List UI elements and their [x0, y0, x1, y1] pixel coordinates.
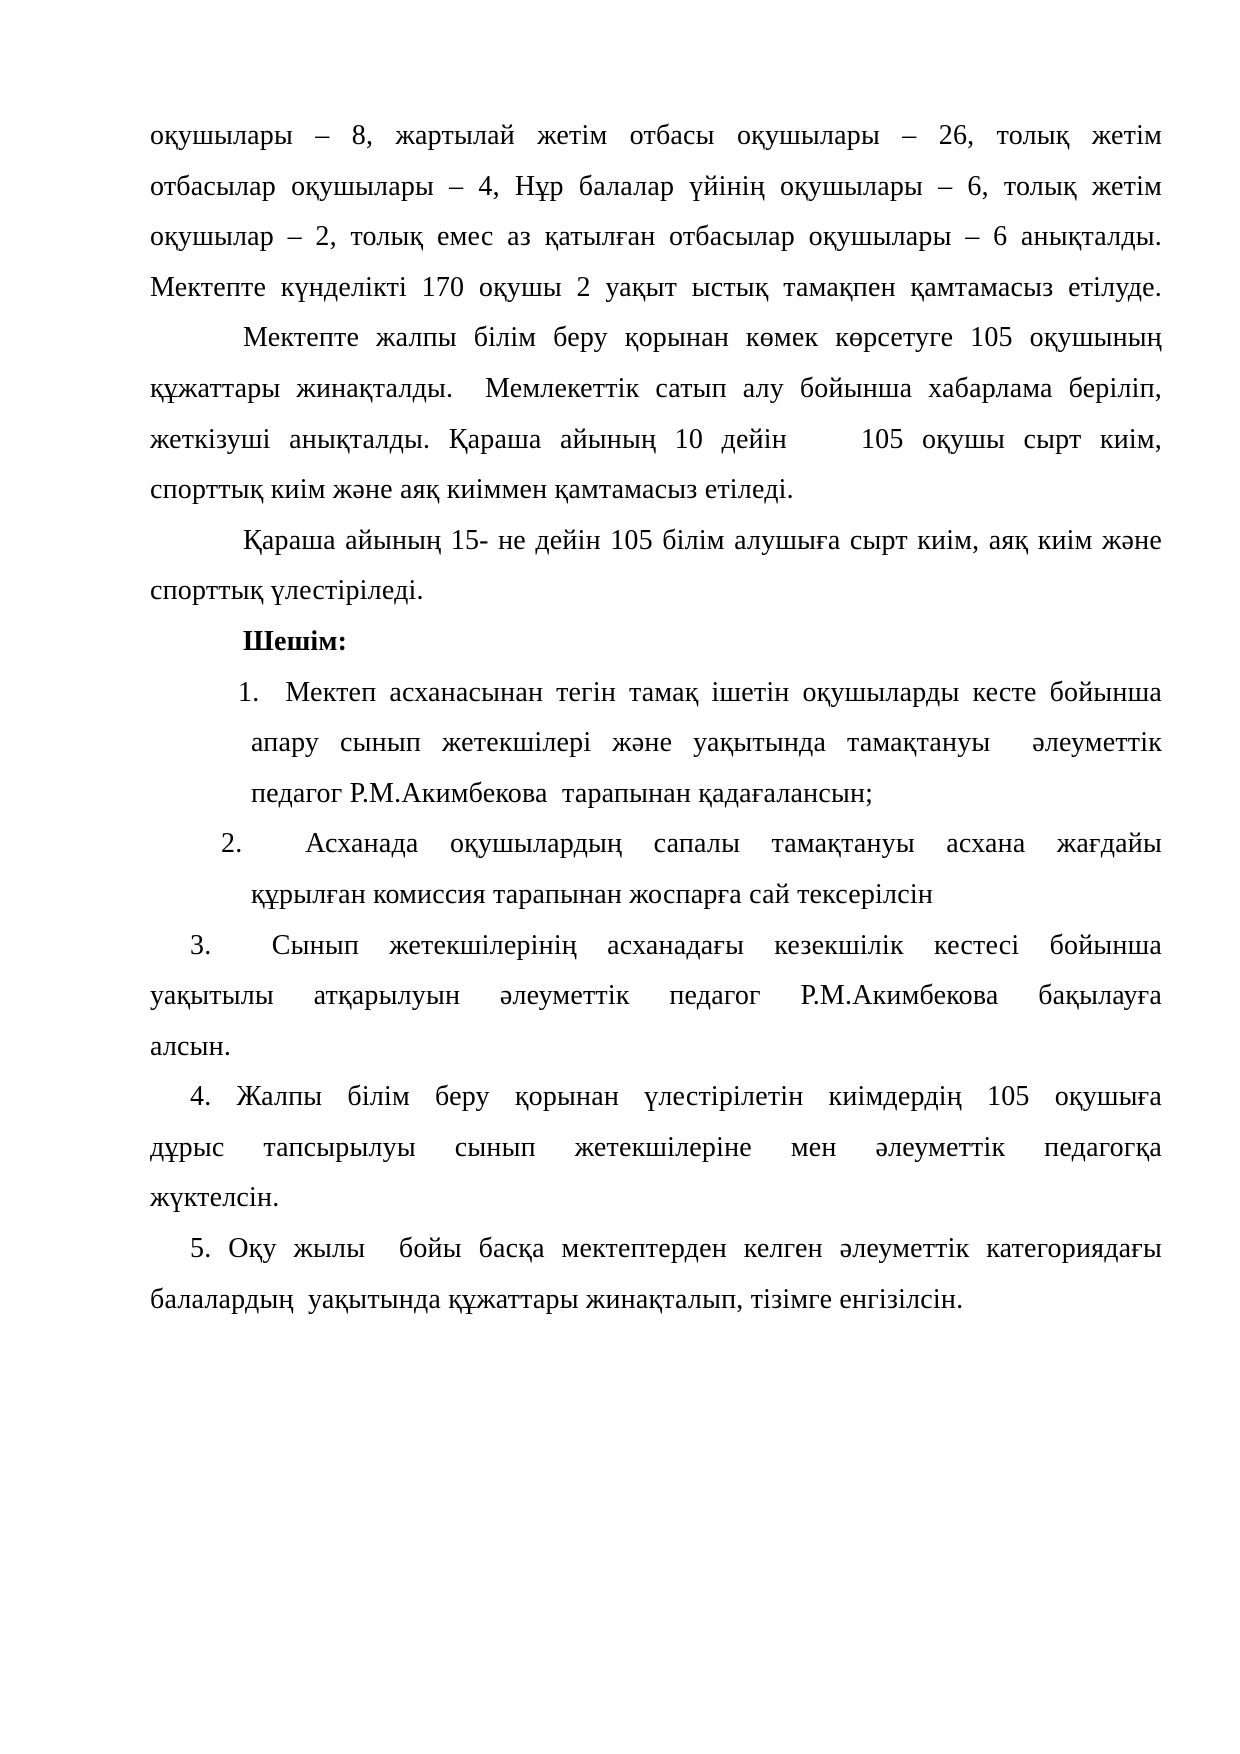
list-item-5 [150, 1224, 1162, 1325]
text-line: оқушылары – 8, жартылай жетім отбасы оқушылары – 26, толық жетім [150, 120, 1162, 151]
text-line: Қараша айының 15- не дейін 105 білім алушыға сырт киім, аяқ киім және [243, 524, 1162, 556]
text-line: алсын. [150, 1030, 232, 1062]
list-item-2 [150, 819, 1162, 920]
text-line: отбасылар оқушылары – 4, Нұр балалар үйінің оқушылары – 6, толық жетім [150, 170, 1162, 202]
text-line: 3. Сынып жетекшілерінің асханадағы кезекшілік кестесі бойынша [190, 929, 1162, 961]
text-line: жүктелсін. [150, 1182, 280, 1214]
text-line: оқушылар – 2, толық емес аз қатылған отбасылар оқушылары – 6 анықталды. [150, 221, 1162, 253]
list-item-3 [150, 921, 1162, 1073]
paragraph-1 [150, 111, 1162, 313]
list-item-4 [150, 1072, 1162, 1224]
text-line: апару сынып жетекшілері және уақытында тамақтануы әлеуметтік [251, 727, 1162, 759]
text-line: спорттық киім және аяқ киіммен қамтамасыз етіледі. [150, 474, 794, 506]
text-line: дұрыс тапсырылуы сынып жетекшілеріне мен әлеуметтік педагогқа [150, 1131, 1162, 1163]
document-text [150, 111, 1162, 1325]
text-line: педагог Р.М.Акимбекова тарапынан қадағалансын; [251, 777, 874, 809]
text-line: спорттық үлестіріледі. [150, 575, 424, 607]
text-line: құжаттары жинақталды. Мемлекеттік сатып алу бойынша хабарлама беріліп, [150, 372, 1162, 404]
text-line: құрылған комиссия тарапынан жоспарға сай тексерілсін [251, 878, 934, 910]
paragraph-2 [150, 313, 1162, 515]
text-line: 2. Асханада оқушылардың сапалы тамақтануы асхана жағдайы [221, 828, 1162, 860]
text-line: уақытылы атқарылуын әлеуметтік педагог Р.М.Акимбекова бақылауға [150, 980, 1162, 1012]
text-line: 1. Мектеп асханасынан тегін тамақ ішетін оқушыларды кесте бойынша [238, 676, 1162, 708]
text-line: 5. Оқу жылы бойы басқа мектептерден келген әлеуметтік категориядағы [190, 1233, 1162, 1265]
text-line: балалардың уақытында құжаттары жинақталып, тізімге енгізілсін. [150, 1283, 964, 1315]
decision-heading: Шешім: [243, 625, 348, 657]
text-line: 4. Жалпы білім беру қорынан үлестірілетін киімдердің 105 оқушыға [190, 1081, 1162, 1113]
list-item-1 [150, 668, 1162, 820]
text-line: Мектепте жалпы білім беру қорынан көмек көрсетуге 105 оқушының [243, 322, 1162, 354]
text-line: жеткізуші анықталды. Қараша айының 10 дейін 105 оқушы сырт киім, [150, 423, 1162, 455]
text-line: Мектепте күнделікті 170 оқушы 2 уақыт ыстық тамақпен қамтамасыз етілуде. [150, 271, 1162, 303]
paragraph-3 [150, 516, 1162, 617]
